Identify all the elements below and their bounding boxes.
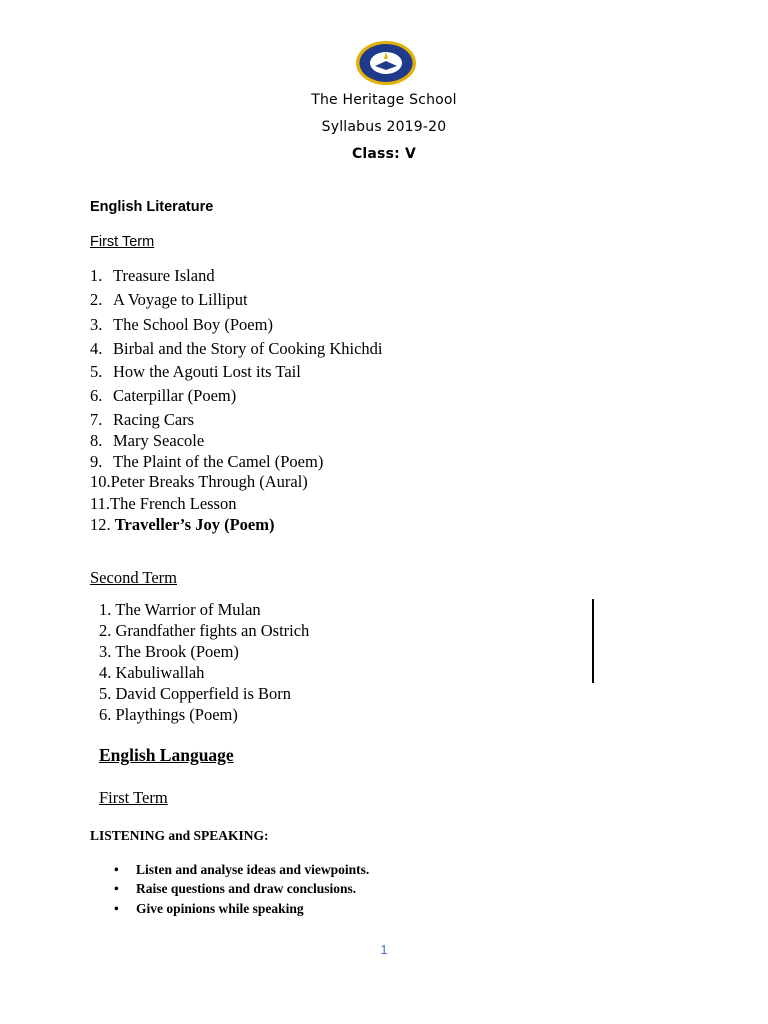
listening-speaking-heading: LISTENING and SPEAKING: xyxy=(90,828,269,843)
list-item: 6. Playthings (Poem) xyxy=(99,705,238,724)
bullet-item: • Give opinions while speaking xyxy=(114,901,304,916)
list-item: 9. The Plaint of the Camel (Poem) xyxy=(90,452,324,471)
first-term-heading: First Term xyxy=(90,234,155,250)
list-item: 4. Birbal and the Story of Cooking Khichdi xyxy=(90,339,383,358)
table-border-line xyxy=(592,599,594,683)
list-item: 2. Grandfather fights an Ostrich xyxy=(99,621,310,640)
language-first-term-heading: First Term xyxy=(99,788,168,807)
language-heading: English Language xyxy=(99,745,234,765)
list-item: 6. Caterpillar (Poem) xyxy=(90,386,237,405)
school-name: The Heritage School xyxy=(311,92,457,108)
syllabus-year: Syllabus 2019-20 xyxy=(321,119,447,135)
list-item: 1. Treasure Island xyxy=(90,266,215,285)
school-logo xyxy=(355,40,417,86)
list-item: 4. Kabuliwallah xyxy=(99,663,205,682)
list-item: 1. The Warrior of Mulan xyxy=(99,600,261,619)
second-term-heading: Second Term xyxy=(90,568,177,587)
class-label: Class: V xyxy=(351,146,417,162)
list-item: 5. How the Agouti Lost its Tail xyxy=(90,362,301,381)
list-item: 7. Racing Cars xyxy=(90,410,195,429)
list-item: 2. A Voyage to Lilliput xyxy=(90,290,248,309)
literature-heading: English Literature xyxy=(90,199,214,215)
list-item: 10.Peter Breaks Through (Aural) xyxy=(90,472,308,491)
bullet-item: • Raise questions and draw conclusions. xyxy=(114,881,357,896)
bullet-item: • Listen and analyse ideas and viewpoints. xyxy=(114,862,370,877)
list-item: 3. The School Boy (Poem) xyxy=(90,315,273,334)
page-number: 1 xyxy=(380,942,388,957)
list-item: 3. The Brook (Poem) xyxy=(99,642,239,661)
list-item: 11.The French Lesson xyxy=(90,494,237,513)
list-item: 8. Mary Seacole xyxy=(90,431,205,450)
list-item: 12. Traveller’s Joy (Poem) xyxy=(90,515,275,534)
list-item: 5. David Copperfield is Born xyxy=(99,684,292,703)
